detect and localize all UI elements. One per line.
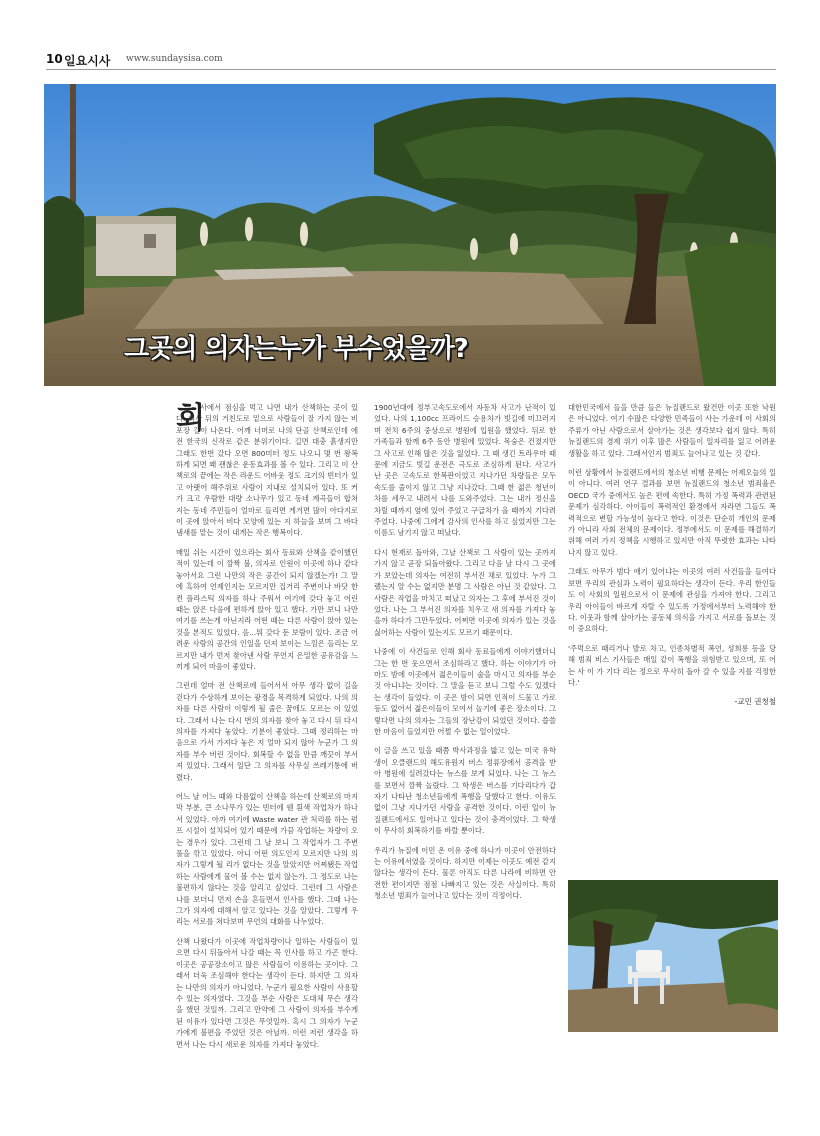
chair-photo-illustration bbox=[568, 880, 778, 1032]
hero-photo bbox=[44, 84, 776, 386]
article-column-2 bbox=[374, 402, 556, 910]
paragraph: 우리가 뉴질에 이민 온 이유 중에 하나가 이곳이 안전하다는 이유에서였을 것이다. 하지만 이제는 이곳도 예전 같지 않다는 생각이 든다. 물론 아직도 다른 나라에 비하면 안전한 편이지만 점점 나빠지고 있는 것은 사실이다. 특히 청소년 범죄가 늘어나고 있다는 것이 걱정이다. bbox=[374, 845, 556, 901]
quote-paragraph: '주먹으로 때리거나 발로 차고, 인종차별적 폭언, 성희롱 등을 당해 범죄 비스 기사들은 매일 같이 폭행을 위험받고 있으며, 또 어는 사 이 가 기다 리는 정으로 무사히 돌아 갈 수 있을 지를 걱정한다.' bbox=[568, 643, 776, 687]
paragraph: 산책 나왔다가 이곳에 작업차량이나 일하는 사람들이 있으면 다시 뒤돌아서 나갈 때는 꼭 인사를 하고 가곤 한다. 이곳은 공공장소이고 많은 사람들이 이용하는 곳이다. 그래서 더욱 조심해야 한다는 생각이 든다. 하지만 그 의자는 나만의 의자가 아니었다. 누군가 필요한 사람이 사용할 수 있는 의자였다. 그것을 부순 사람은 도대체 무슨 생각을 했던 것일까. 그리고 만약에 그 사람이 의자를 부수게 된 이유가 있다면 그것은 무엇일까. 혹시 그 의자가 누군가에게 불편을 주었던 것은 아닐까. 이런 저런 생각을 하면서 나는 다시 새로운 의자를 가져다 놓았다. bbox=[176, 936, 358, 1049]
article-column-1 bbox=[176, 402, 358, 1058]
masthead: 일요시사 bbox=[64, 54, 111, 68]
site-url: www.sundaysisa.com bbox=[126, 54, 223, 64]
hero-title: 그곳의 의자는누가 부수었을까? bbox=[124, 334, 468, 364]
paragraph: 그런데 얼마 전 산책로에 들어서서 아무 생각 없이 길을 걷다가 수상하게 보이는 광경을 목격하게 되었다. 나의 의자를 다른 사람이 이렇게 될 줄은 꿈에도 모르는 이 있었다. 그래서 나는 다시 번의 의자를 찾아 놓고 다시 뒤 다시 의자를 가져다 놓았다. 기분이 좋았다. 그때 정리하는 마음으로 가서 가져다 놓은 지 얼마 되지 않아 누군가 그 의자를 부수 버린 것이다. 회복할 수 없을 만큼 깨끗이 부서져 있었다. 그래서 일단 그 의자를 사무실 쓰레기통에 버렸다. bbox=[176, 681, 358, 782]
paragraph: 어느 날 어느 때와 다름없이 산책을 하는데 산책로의 마지막 부분, 큰 소나무가 있는 빈터에 웬 흰색 작업차가 하나 서 있었다. 아까 여기에 Waste water 관 처리를 하는 펌프 시설이 설치되어 있기 때문에 가끔 작업하는 차량이 오는 경우가 있다. 그런데 그 날 보니 그 작업자가 그 주변 풀을 깎고 있었다. 아니 어떤 의도인지 모르지만 나의 의자가 그렇게 될 리가 없다는 것을 알았지만 어찌됐든 작업하는 사람에게 물어 볼 수는 없지 않는가. 그 정도로 나는 불편하지 않다는 것을 알리고 싶었다. 그런데 그 사람은 나를 보더니 먼저 손을 흔들면서 인사를 했다. 그때 나는 그가 의자에 대해서 알고 있다는 것을 알았다. 그렇게 우리는 서로를 쳐다보며 무언의 대화를 나누었다. bbox=[176, 792, 358, 927]
chair-photo bbox=[568, 880, 778, 1032]
header-rule bbox=[46, 69, 776, 70]
paragraph: 이 글을 쓰고 있을 때쯤 박사과정을 밟고 있는 미국 유학생이 오클랜드의 해도유원지 버스 정류장에서 공격을 받아 병원에 실려갔다는 뉴스를 보게 되었다. 나는 그 뉴스를 보면서 깜짝 놀랐다. 그 학생은 버스를 기다리다가 갑자기 나타난 청소년들에게 폭행을 당했다고 한다. 이유도 없이 그냥 지나가던 사람을 공격한 것이다. 이런 일이 뉴질랜드에서도 일어나고 있다는 것이 충격이었다. 그 학생이 무사히 회복하기를 바랄 뿐이다. bbox=[374, 746, 556, 836]
byline: -교민 권청철 bbox=[734, 697, 776, 707]
page-number: 10 bbox=[46, 52, 63, 66]
paragraph: 1900년대에 정부고속도로에서 자동차 사고가 난적이 있었다. 나의 1,100cc 프라이드 승용차가 빗길에 미끄러지며 전치 6주의 중상으로 병원에 입원을 했었다. 뒤로 한 가족들과 함께 6주 동안 병원에 있었다. 목숨은 건졌지만 그 사고로 인해 많은 것을 잃었다. 그 때 생긴 트라우마 때문에 지금도 빗길 운전은 극도로 조심하게 된다. 사고가 난 곳은 고속도로 한복판이었고 지나가던 차량들은 모두 속도를 줄이지 않고 그냥 지나갔다. 그때 한 젊은 청년이 차를 세우고 내려서 나를 도와주었다. 그는 내가 정신을 차릴 때까지 옆에 있어 주었고 구급차가 올 때까지 기다려 주었다. 나중에 그에게 감사의 인사를 하고 싶었지만 그는 이름도 남기지 않고 떠났다. bbox=[374, 403, 556, 538]
article-column-3 bbox=[568, 402, 776, 708]
paragraph: 대한민국에서 들을 만큼 들은 뉴질랜드로 왔건만 이곳 또한 낙원은 아니었다. 여기 수많은 다양한 민족들이 사는 가운데 이 사회의 주류가 아닌 사람으로서 살아가는 것은 생각보다 쉽지 않다. 특히 뉴질랜드의 경제 위기 이후 많은 사람들이 일자리를 잃고 어려운 생활을 하고 있다. 그래서인지 범죄도 늘어나고 있는 것 같다. bbox=[568, 403, 776, 458]
paragraph: 다시 현재로 돌아와, 그날 산책로 그 사람이 있는 곳까지 가지 않고 곧장 되돌아왔다. 그리고 다음 날 다시 그 곳에 가 보았는데 의자는 여전히 부서진 채로 있었다. 누가 그랬는지 알 수는 없지만 분명 그 사람은 아닌 것 같았다. 그 사람은 작업을 마치고 떠났고 의자는 그 후에 부서진 것이었다. 나는 그 부서진 의자를 치우고 새 의자를 가져다 놓을까 하다가 그만두었다. 어쩌면 이곳에 의자가 있는 것을 싫어하는 사람이 있는지도 모르기 때문이다. bbox=[374, 547, 556, 637]
paragraph: 그래도 아무가 범다 애기 있어냐는 이곳의 여러 사건들을 들여다보면 우리의 관심과 노력이 필요하다는 생각이 든다. 우리 한인들도 이 사회의 일원으로서 이 문제에 관심을 가져야 한다. 그리고 우리 아이들이 바르게 자랄 수 있도록 가정에서부터 노력해야 한다. 이웃과 함께 살아가는 공동체 의식을 가지고 서로를 돌보는 것이 중요하다. bbox=[568, 567, 776, 634]
paragraph: 나중에 이 사건들로 인해 회사 동료들에게 이야기했더니 그는 한 번 웃으면서 조심하라고 했다. 하는 이야기가 아마도 밤에 이곳에서 젊은이들이 술을 마시고 의자를 부순 것 아니냐는 것이다. 그 말을 듣고 보니 그럴 수도 있겠다는 생각이 들었다. 이 곳은 밤이 되면 인적이 드물고 가로등도 없어서 젊은이들이 모여서 놀기에 좋은 장소이다. 그렇다면 나의 의자는 그들의 장난감이 되었던 것이다. 씁쓸한 마음이 들었지만 어쩔 수 없는 일이었다. bbox=[374, 647, 556, 736]
page-header bbox=[46, 52, 776, 68]
paragraph: 이런 상황에서 뉴질랜드에서의 청소년 비행 문제는 어제오늘의 일이 아니다. 여러 연구 결과를 보면 뉴질랜드의 청소년 범죄율은 OECD 국가 중에서도 높은 편에 속한다. 특히 가정 폭력과 관련된 문제가 심각하다. 아이들이 폭력적인 환경에서 자라면 그들도 폭력적으로 변할 가능성이 높다고 한다. 이것은 단순히 개인의 문제가 아니라 사회 전체의 문제이다. 정부에서도 이 문제를 해결하기 위해 여러 가지 정책을 시행하고 있지만 아직 뚜렷한 효과는 나타나지 않고 있다. bbox=[568, 468, 776, 557]
paragraph: 사에서 점심을 먹고 나면 내가 산책하는 곳이 있다. 회사 뒤의 거친도로 밑으로 사람들이 잘 가지 않는 비포장 길이 나온다. 어깨 너머로 나의 단골 산책로인데 에전 한국의 신작로 같은 분위기이다. 길면 대충 흙생지만 그래도 한번 갔다 오면 800미터 정도 나오니 몇 번 왕복하게 되면 꽤 괜찮은 운동효과를 볼 수 있다. 그리고 이 산책로의 끝에는 작은 라운드 어바웃 정도 크기의 빈터가 있고 아랫어 해주위로 사람이 지내로 설치되어 있다. 또 커가 크고 우람한 대량 소나무가 있고 동네 계곡들이 합쳐 지는 동네 주민들이 얼마로 들리면 게겨면 많이 아다지로 이 곳에 앉아서 비다 모양에 있는 지 하늘을 보며 그 바다 냄새를 맡는 것이 내게는 작은 행복이다. bbox=[176, 403, 358, 538]
dropcap: 회 bbox=[176, 401, 205, 436]
paragraph: 매일 쉬는 시간이 있으라는 회사 동료와 산책을 같이했던 적이 있는데 이 깜짝 불, 의자로 인원이 이곳에 하나 같다 놓아서요 그런 나만의 작은 공간이 되지 않겠는가! 그 말에 흑하여 언제인지는 모르지만 집거리 주변이나 바닷 한켠 플라스틱 의자를 하나 주워서 여기에 갖다 놓고 어린 때는 앉은 다음에 편하게 앉아 있고 했다. 가만 보니 나만 여기를 쓰는게 아닌지라 어떤 때는 다른 사람이 앉아 있는 것을 본적도 있었다. 음...뭐 갖다 둔 보람이 있다. 조금 어려운 사람의 공간의 인일을 던져 보이는 느낌은 들리는 모르지만 내가 먼저 찾아낸 사람 무언지 은밀한 공유감을 느끼게 되어 마음이 좋았다. bbox=[176, 547, 358, 671]
